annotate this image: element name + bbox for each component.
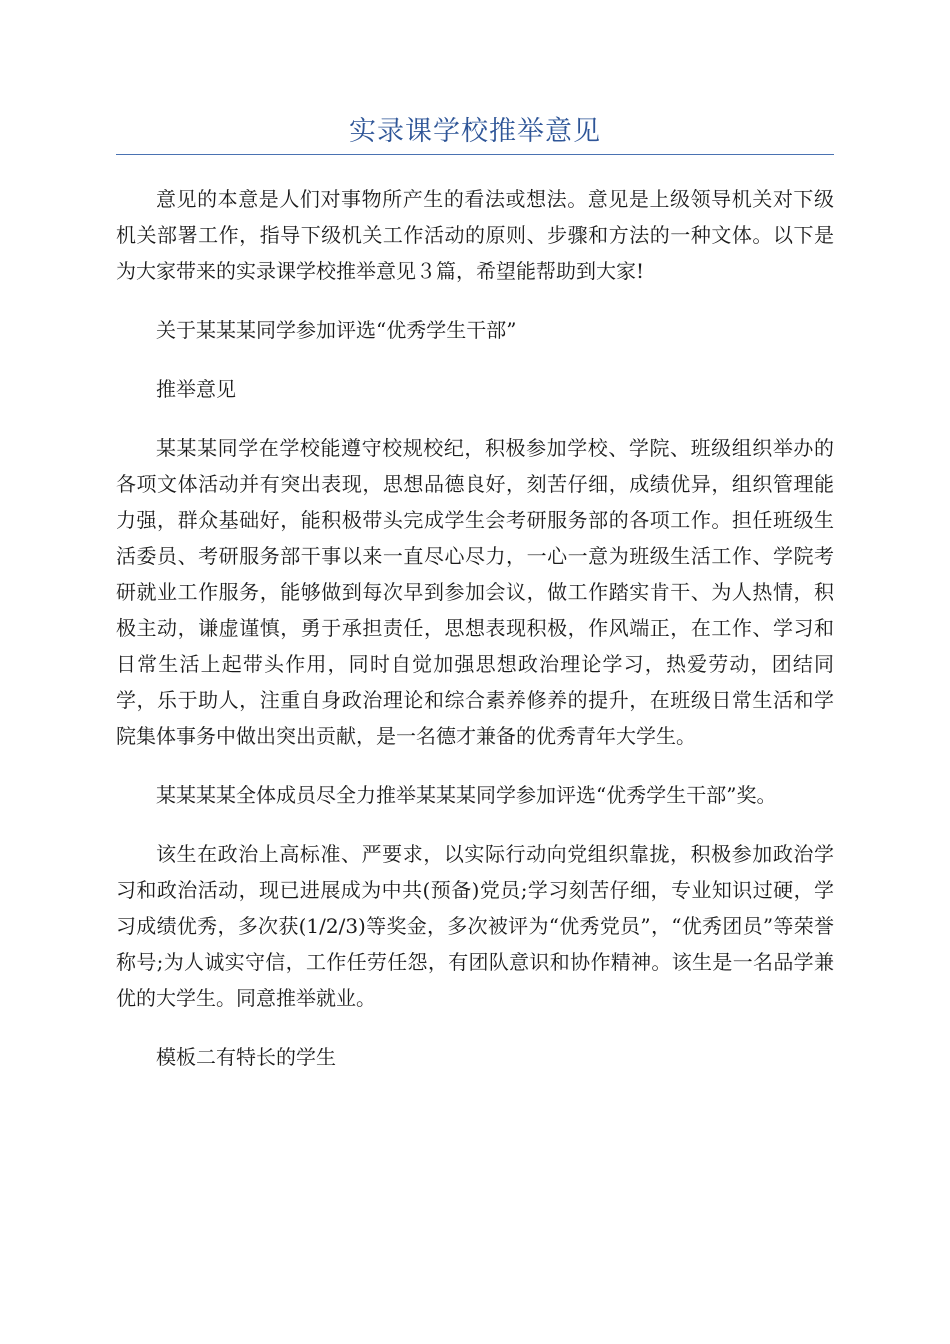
paragraph-heading: 推举意见 bbox=[156, 377, 236, 401]
document-body bbox=[116, 181, 834, 1098]
paragraph-recommendation: 某某某某全体成员尽全力推举某某某同学参加评选“优秀学生干部”奖。 bbox=[156, 783, 777, 807]
paragraph-template-two: 模板二有特长的学生 bbox=[156, 1045, 336, 1069]
title-underline bbox=[116, 154, 834, 155]
paragraph-intro: 意见的本意是人们对事物所产生的看法或想法。意见是上级领导机关对下级机关部署工作，指导下级机关工作活动的原则、步骤和方法的一种文体。以下是为大家带来的实录课学校推举意见３篇，希望能帮助到大家! bbox=[116, 187, 834, 283]
document-title: 实录课学校推举意见 bbox=[349, 116, 601, 147]
paragraph-student-profile: 该生在政治上高标准、严要求，以实际行动向党组织靠拢，积极参加政治学习和政治活动，现已进展成为中共(预备)党员;学习刻苦仔细，专业知识过硬，学习成绩优秀，多次获(1/2/3)等奖金，多次被评为“优秀党员”，“优秀团员”等荣誉称号;为人诚实守信，工作任劳任怨，有团队意识和协作精神。该生是一名品学兼优的大学生。同意推举就业。 bbox=[116, 842, 834, 1010]
paragraph-evaluation: 某某某同学在学校能遵守校规校纪，积极参加学校、学院、班级组织举办的各项文体活动并有突出表现，思想品德良好，刻苦仔细，成绩优异，组织管理能力强，群众基础好，能积极带头完成学生会考研服务部的各项工作。担任班级生活委员、考研服务部干事以来一直尽心尽力，一心一意为班级生活工作、学院考研就业工作服务，能够做到每次早到参加会议，做工作踏实肯干、为人热情，积极主动，谦虚谨慎，勇于承担责任，思想表现积极，作风端正，在工作、学习和日常生活上起带头作用，同时自觉加强思想政治理论学习，热爱劳动，团结同学，乐于助人，注重自身政治理论和综合素养修养的提升，在班级日常生活和学院集体事务中做出突出贡献，是一名德才兼备的优秀青年大学生。 bbox=[116, 436, 834, 748]
paragraph-subject: 关于某某某同学参加评选“优秀学生干部” bbox=[156, 318, 517, 342]
